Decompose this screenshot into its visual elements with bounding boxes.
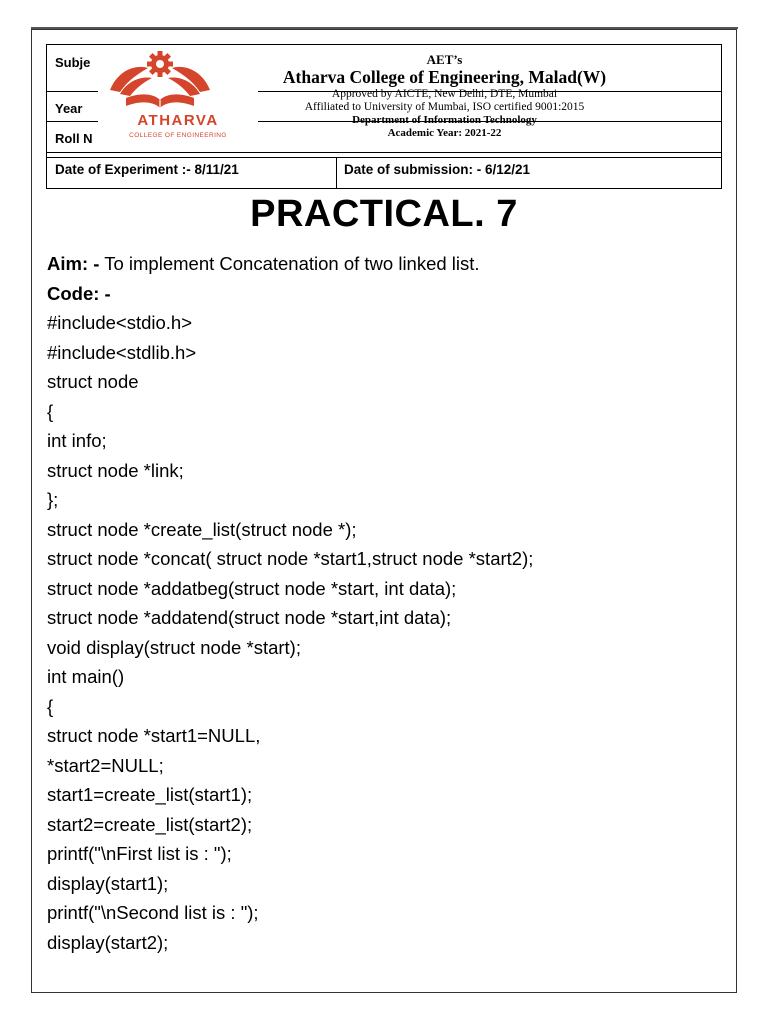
logo-wordmark: ATHARVA (137, 112, 219, 129)
code-line: start1=create_list(start1); (47, 784, 253, 805)
aim-line (47, 249, 737, 279)
code-line: *start2=NULL; (47, 754, 164, 776)
code-line: void display(struct node *start); (47, 636, 301, 658)
code-line: }; (47, 489, 59, 510)
code-line: display(start1); (47, 872, 169, 894)
code-label: Code: - (47, 282, 111, 304)
aim-text: To implement Concatenation of two linked list. (99, 253, 480, 274)
code-line: struct node *addatend(struct node *start,int data); (47, 607, 452, 628)
code-line: display(start2); (47, 931, 169, 953)
code-line: struct node *start1=NULL, (47, 725, 261, 746)
academic-year: Academic Year: 2021-22 (387, 127, 502, 139)
code-line: printf("\nSecond list is : "); (47, 902, 259, 923)
code-line: int main() (47, 666, 125, 687)
college-header (252, 52, 637, 140)
year-label: Year (55, 101, 83, 116)
code-line: printf("\nFirst list is : "); (47, 843, 232, 864)
code-line: struct node *concat( struct node *start1,struct node *start2); (47, 548, 534, 569)
code-line: start2=create_list(start2); (47, 813, 253, 835)
date-of-submission: Date of submission: - 6/12/21 (344, 162, 531, 177)
code-line: int info; (47, 430, 107, 451)
college-affiliation: Affiliated to University of Mumbai, ISO certified 9001:2015 (304, 101, 585, 113)
code-line: { (47, 695, 54, 717)
roll-number-label: Roll N (55, 131, 93, 146)
date-of-experiment: Date of Experiment :- 8/11/21 (55, 162, 239, 177)
code-line: #include<stdlib.h> (47, 341, 197, 363)
subject-label: Subje (55, 55, 91, 70)
department-name: Department of Information Technology (352, 114, 537, 126)
college-prefix: AET’s (426, 52, 463, 67)
code-block (47, 308, 737, 957)
header-row-line (46, 152, 722, 153)
aim-label: Aim: - (47, 253, 100, 274)
code-line: struct node *create_list(struct node *); (47, 518, 357, 540)
logo-subtitle: COLLEGE OF ENGINEERING (129, 132, 227, 139)
college-logo (98, 50, 258, 145)
practical-title: PRACTICAL. 7 (250, 193, 518, 235)
header-row-line (46, 157, 722, 158)
date-divider (336, 157, 337, 189)
code-line: struct node *addatbeg(struct node *start, int data); (47, 577, 457, 599)
college-approval: Approved by AICTE, New Delhi, DTE, Mumbai (331, 88, 558, 100)
logo-emblem-icon (98, 50, 258, 112)
code-line: struct node *link; (47, 459, 184, 481)
code-line: { (47, 400, 54, 422)
code-line: struct node (47, 371, 139, 392)
code-line: #include<stdio.h> (47, 312, 193, 333)
document-body (47, 249, 737, 957)
college-name: Atharva College of Engineering, Malad(W) (282, 67, 607, 87)
